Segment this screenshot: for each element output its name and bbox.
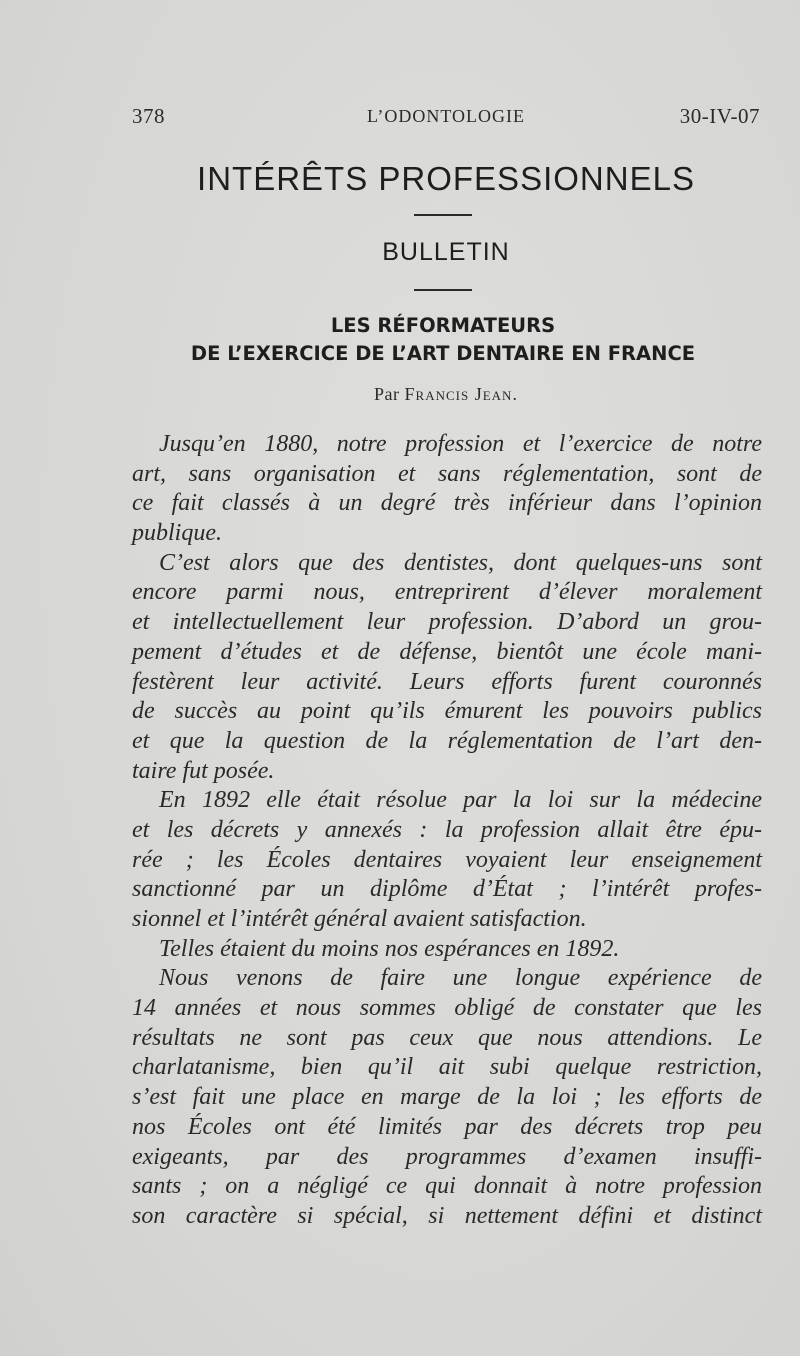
issue-date: 30-IV-07 — [679, 104, 760, 128]
body-line: taire fut posée. — [132, 757, 275, 784]
body-line: En 1892 elle était résolue par la loi sur la médecine — [159, 787, 762, 814]
body-line: Jusqu’en 1880, notre profession et l’exercice de notre — [159, 431, 762, 457]
byline-prefix: Par — [374, 384, 400, 404]
section-title: INTÉRÊTS PROFESSIONNELS — [197, 160, 695, 197]
divider-rule-top — [414, 214, 472, 216]
body-line: rée ; les Écoles dentaires voyaient leur enseignement — [132, 846, 762, 873]
body-line: pement d’études et de défense, bientôt une école mani- — [132, 638, 762, 665]
body-line: s’est fait une place en marge de la loi ; les efforts de — [132, 1084, 762, 1111]
running-head — [132, 104, 760, 134]
body-line: sionnel et l’intérêt général avaient satisfaction. — [132, 906, 587, 932]
body-line: et que la question de la réglementation de l’art den- — [132, 727, 762, 754]
journal-title: L’ODONTOLOGIE — [367, 106, 525, 126]
body-line: festèrent leur activité. Leurs efforts furent couronnés — [132, 668, 762, 695]
body-line: sants ; on a négligé ce qui donnait à notre profession — [132, 1173, 762, 1200]
byline — [132, 384, 760, 405]
article-title-line-2: DE L’EXERCICE DE L’ART DENTAIRE EN FRANCE — [190, 342, 696, 365]
body-line: nos Écoles ont été limités par des décrets trop peu — [132, 1113, 762, 1140]
body-line: sanctionné par un diplôme d’État ; l’intérêt profes- — [132, 876, 762, 903]
body-line: ce fait classés à un degré très inférieur dans l’opinion — [132, 490, 762, 517]
body-line: Nous venons de faire une longue expérience de — [159, 965, 762, 992]
page-number: 378 — [132, 104, 165, 128]
body-line: résultats ne sont pas ceux que nous attendions. Le — [132, 1024, 762, 1051]
divider-rule-bottom — [414, 289, 472, 291]
body-line: publique. — [132, 520, 222, 547]
body-line: art, sans organisation et sans réglementation, sont de — [132, 460, 762, 487]
body-line: de succès au point qu’ils émurent les pouvoirs publics — [132, 698, 762, 725]
byline-author: Francis Jean. — [404, 384, 518, 404]
body-line: charlatanisme, bien qu’il ait subi quelque restriction, — [132, 1054, 762, 1081]
body-line: son caractère si spécial, si nettement défini et distinct — [132, 1202, 762, 1229]
article-body — [132, 430, 762, 1232]
article-title-line-1: LES RÉFORMATEURS — [330, 314, 556, 337]
body-line: Telles étaient du moins nos espérances en 1892. — [159, 935, 620, 962]
body-line: exigeants, par des programmes d’examen insuffi- — [132, 1143, 762, 1170]
body-line: 14 années et nous sommes obligé de constater que les — [132, 995, 762, 1022]
body-line: et intellectuellement leur profession. D’abord un grou- — [132, 609, 762, 636]
subsection-title: BULLETIN — [382, 238, 510, 266]
body-line: encore parmi nous, entreprirent d’élever moralement — [132, 579, 762, 606]
body-line: et les décrets y annexés : la profession allait être épu- — [132, 816, 762, 843]
body-line: C’est alors que des dentistes, dont quelques-uns sont — [159, 549, 762, 576]
